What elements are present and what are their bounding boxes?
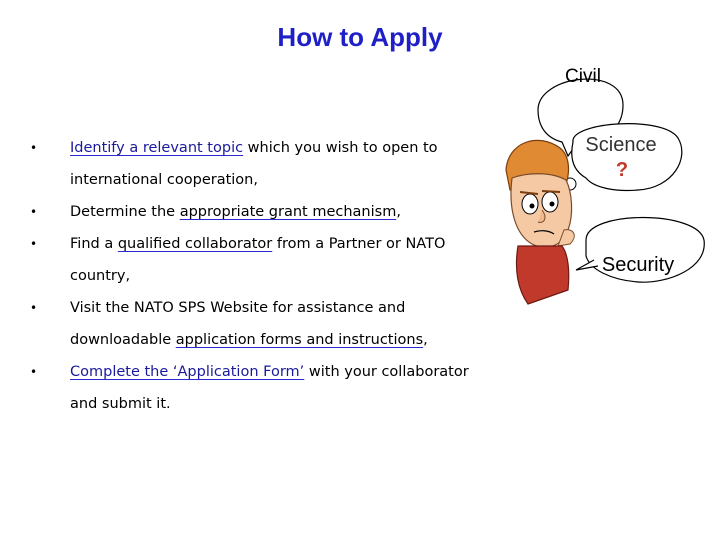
bullet-dot: • — [30, 205, 38, 219]
qualified-collaborator-link[interactable]: qualified collaborator — [117, 236, 273, 252]
slide-title: How to Apply — [277, 22, 443, 52]
bullet-item-3 — [30, 228, 500, 292]
bullet-text: which you wish to open to international cooperation, — [70, 140, 438, 188]
bullet-item-1 — [30, 132, 500, 196]
science-thought-bubble — [559, 124, 682, 200]
bullet-text: from a Partner or NATO country, — [70, 236, 446, 284]
bullet-text: , — [396, 204, 401, 220]
bubble-science-text: Science — [585, 134, 657, 156]
question-mark: ? — [615, 159, 629, 181]
bullet-text: with your collaborator and submit it. — [70, 364, 469, 412]
thinking-person-cartoon — [498, 60, 713, 320]
bullet-text: Determine the — [70, 204, 180, 220]
application-forms-link[interactable]: application forms and instructions — [175, 332, 424, 348]
bullet-item-4 — [30, 292, 500, 356]
bullet-dot: • — [30, 301, 38, 315]
grant-mechanism-link[interactable]: appropriate grant mechanism — [179, 204, 397, 220]
security-thought-bubble — [576, 218, 704, 283]
bullet-dot: • — [30, 141, 38, 155]
bullet-list — [30, 132, 500, 420]
bubble-civil-text: Civil — [565, 66, 601, 87]
bubble-security-text: Security — [601, 254, 675, 276]
bullet-dot: • — [30, 365, 38, 379]
bullet-dot: • — [30, 237, 38, 251]
application-form-link[interactable]: Complete the ‘Application Form’ — [70, 364, 305, 380]
relevant-topic-link[interactable]: Identify a relevant topic — [70, 140, 244, 156]
bullet-text: , — [423, 332, 428, 348]
bullet-text: Visit the NATO SPS Website for assistance and downloadable — [70, 300, 406, 348]
person-figure — [506, 140, 574, 304]
bullet-item-5 — [30, 356, 500, 420]
bullet-text: Find a — [70, 236, 118, 252]
bullet-item-2 — [30, 196, 500, 228]
